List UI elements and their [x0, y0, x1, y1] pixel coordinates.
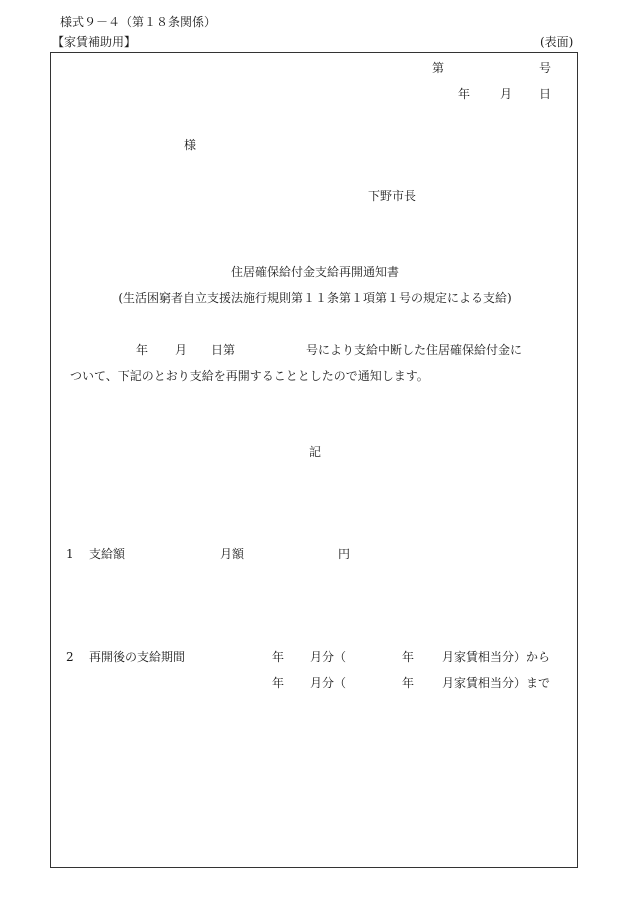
body-month: 月: [175, 343, 188, 357]
date-month: 月: [500, 87, 513, 101]
date-day: 日: [539, 87, 552, 101]
item1-yen: 円: [338, 547, 351, 561]
form-category: 【家賃補助用】: [52, 35, 137, 49]
period-to-rent-equiv: 月家賃相当分）まで: [442, 676, 551, 690]
period-from-year2: 年: [402, 650, 415, 664]
item1-number: 1: [66, 547, 74, 561]
number-prefix: 第: [432, 61, 445, 75]
number-suffix: 号: [539, 61, 552, 75]
period-from-year: 年: [272, 650, 285, 664]
addressee-suffix: 様: [184, 138, 197, 152]
document-frame: [50, 52, 578, 868]
document-subtitle: (生活困窮者自立支援法施行規則第１１条第１項第１号の規定による支給): [118, 291, 512, 305]
form-number: 様式９－４（第１８条関係）: [60, 15, 217, 29]
item1-monthly: 月額: [220, 547, 245, 561]
item2-number: 2: [66, 650, 74, 664]
date-year: 年: [458, 87, 471, 101]
item1-label: 支給額: [89, 547, 126, 561]
body-line2: ついて、下記のとおり支給を再開することとしたので通知します。: [70, 369, 429, 383]
period-from-month-portion: 月分（: [310, 650, 347, 664]
period-to-year: 年: [272, 676, 285, 690]
period-to-month-portion: 月分（: [310, 676, 347, 690]
body-day-no: 日第: [211, 343, 236, 357]
period-from-rent-equiv: 月家賃相当分）から: [442, 650, 551, 664]
issuer: 下野市長: [368, 189, 417, 203]
document-title: 住居確保給付金支給再開通知書: [230, 265, 399, 279]
item2-label: 再開後の支給期間: [89, 650, 186, 664]
body-year: 年: [136, 343, 149, 357]
period-to-year2: 年: [402, 676, 415, 690]
ki-heading: 記: [308, 445, 321, 459]
form-side: (表面): [540, 35, 574, 49]
body-rest: 号により支給中断した住居確保給付金に: [306, 343, 523, 357]
